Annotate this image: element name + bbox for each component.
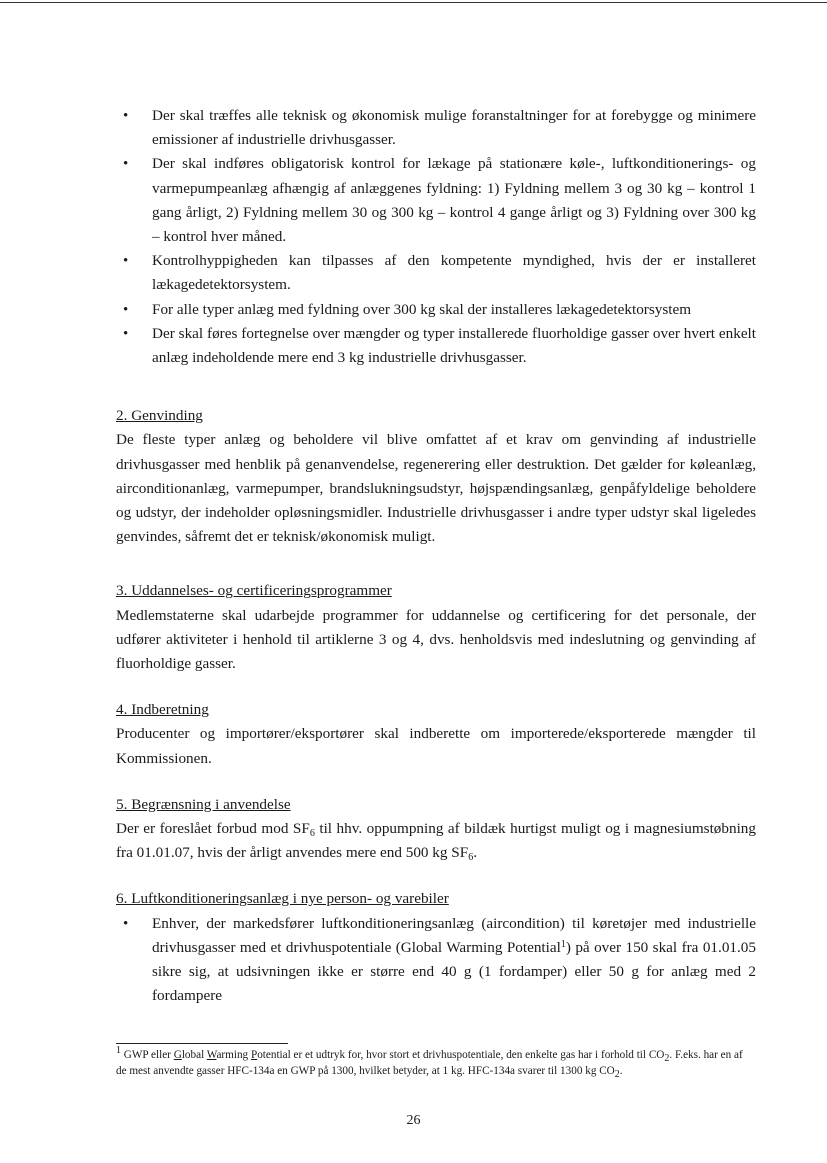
bullet-icon: • (123, 156, 129, 173)
bullet-icon: • (123, 301, 129, 318)
section-text: Der er foreslået forbud mod $SF_6$ til hhv. oppumpning af bildæk hurtigst muligt og i magnesiumstøbning fra 01.01.07, hvis der årligt anvendes mere end 500 kg $SF_6$. (116, 820, 756, 864)
bullet-icon: • (123, 253, 129, 270)
section-begraensning (116, 793, 756, 866)
list-item (116, 912, 756, 1009)
page-number: 26 (406, 1113, 421, 1128)
list-item (116, 322, 756, 370)
section-text: Producenter og importører/eksportører skal indberette om importerede/eksporterede mængder til Kommissionen. (116, 725, 756, 767)
list-item-text: Der skal træffes alle teknisk og økonomisk mulige foranstaltninger for at forebygge og minimere emissioner af industrielle drivhusgasser. (152, 107, 756, 149)
section-heading: 2. Genvinding (116, 407, 203, 425)
section-text: De fleste typer anlæg og beholdere vil blive omfattet af et krav om genvinding af industrielle drivhusgasser med henblik på genanvendelse, regenerering eller destruktion. Det gælder for køleanlæg, airconditionanlæg, varmepumper, brandslukningsudstyr, højspændingsanlæg, genpåfyldelige beholdere og udstyr, der indeholder opløsningsmidler. Industrielle drivhusgasser i andre typer udstyr skal ligeledes genvindes, såfremt det er teknisk/økonomisk muligt. (116, 431, 756, 546)
list-item-text: Der skal føres fortegnelse over mængder og typer installerede fluorholdige gasser over hvert enkelt anlæg indeholdende mere end 3 kg industrielle drivhusgasser. (152, 324, 756, 367)
scan-top-edge (0, 2, 827, 3)
list-item (116, 298, 756, 322)
footnote: $^1$ GWP eller Global Warming Potential er et udtryk for, hvor stort et drivhuspotentiale, den enkelte gas har i forhold til $CO_2$. F.eks. har en af de mest anvendte gasser HFC-134a en GWP på 1300, hvilket betyder, at 1 kg. HFC-134a svarer til 1300 kg $CO_2$. (116, 1045, 743, 1080)
bullet-icon: • (123, 108, 129, 124)
list-item (116, 249, 756, 297)
list-item-text: Enhver, der markedsfører luftkonditioneringsanlæg (aircondition) til køretøjer med industrielle drivhusgasser med et drivhuspotentiale (Global Warming Potential$^1$) på over 150 skal fra 01.01.05 sikre sig, at udsivningen ikke er større end 40 g (1 fordamper) eller 50 g for anlæg med 2 fordampere (152, 914, 756, 1005)
list-item-text: For alle typer anlæg med fyldning over 300 kg skal der installeres lækagedetektorsystem (152, 300, 692, 318)
section-indberetning (116, 698, 756, 771)
footnote-divider (116, 1043, 288, 1044)
bullet-icon: • (123, 325, 129, 342)
list-item-text: Der skal indføres obligatorisk kontrol for lækage på stationære køle-, luftkonditionerings- og varmepumpeanlæg afhængig af anlæggenes fyldning: 1) Fyldning mellem 3 og 30 kg – kontrol 1 gang årligt, 2) Fyldning mellem 30 og 300 kg – kontrol 4 gange årligt og 3) Fyldning over 300 kg – kontrol hver måned. (152, 155, 756, 246)
section-heading: 4. Indberetning (116, 701, 209, 719)
section-uddannelse (116, 579, 756, 676)
list-item (116, 104, 756, 152)
requirements-list (116, 104, 756, 370)
footnote-marker: 1 (116, 1045, 121, 1056)
section-text: Medlemstaterne skal udarbejde programmer for uddannelse og certificering for det personale, der udfører aktiviteter i henhold til artiklerne 3 og 4, dvs. henholdsvis med indeslutning og genvinding af fluorholdige gasser. (116, 606, 756, 673)
list-item-text: Kontrolhyppigheden kan tilpasses af den kompetente myndighed, hvis der er installeret lækagedetektorsystem. (152, 252, 756, 294)
section-heading: 6. Luftkonditioneringsanlæg i nye person- og varebiler (116, 890, 449, 908)
section-heading: 5. Begrænsning i anvendelse (116, 795, 291, 813)
section-genvinding (116, 404, 756, 549)
document-page (116, 104, 756, 1009)
bullet-icon: • (123, 915, 129, 932)
footnote-ref: 1 (560, 938, 566, 950)
list-item (116, 152, 756, 249)
section-luftkonditionering (116, 887, 756, 1008)
car-ac-list (116, 912, 756, 1009)
section-heading: 3. Uddannelses- og certificeringsprogrammer (116, 582, 392, 600)
